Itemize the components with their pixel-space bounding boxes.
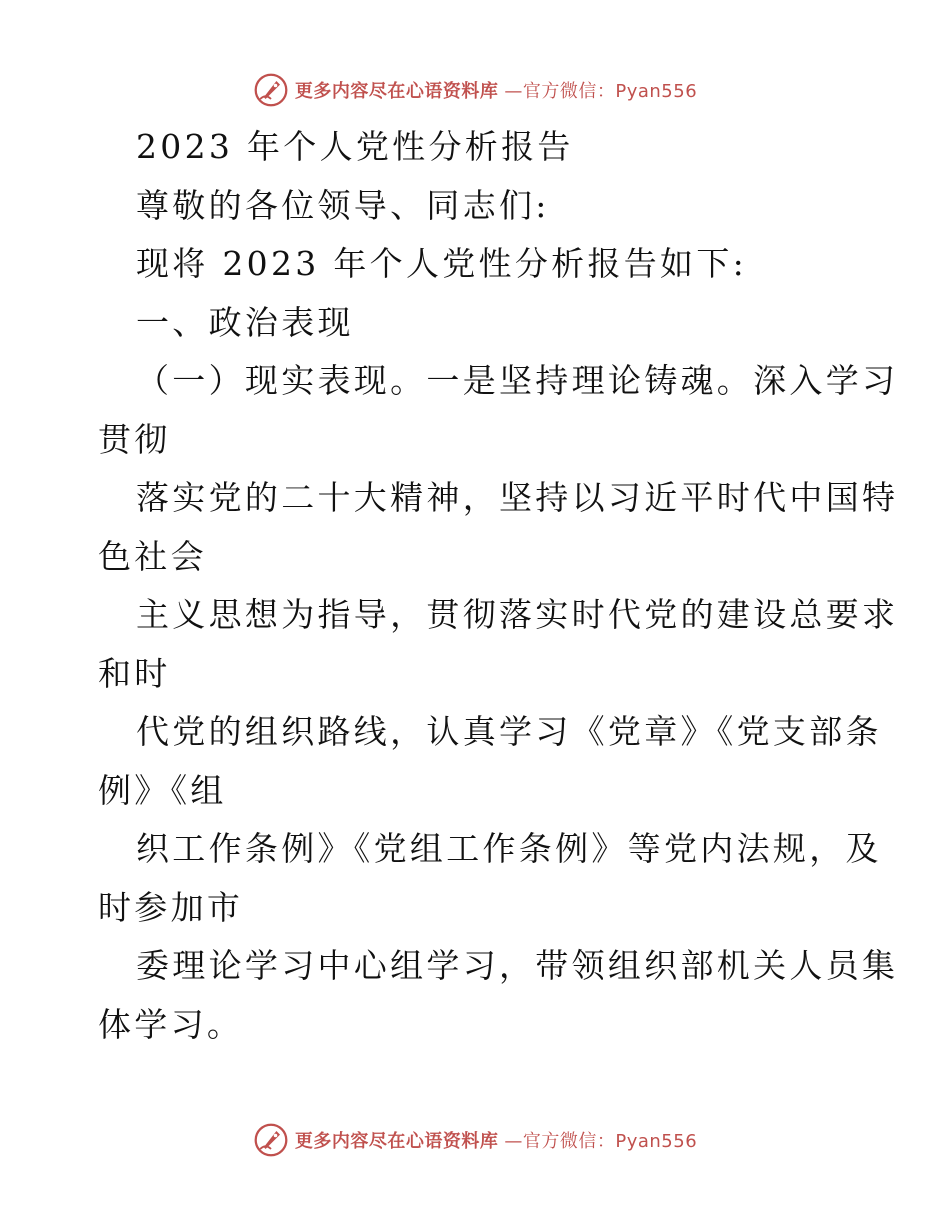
document-title: 2023 年个人党性分析报告 xyxy=(136,127,574,166)
section-heading: 一、政治表现 xyxy=(136,302,354,342)
body-line: 色社会 xyxy=(98,536,207,576)
body-line: 贯彻 xyxy=(98,419,171,459)
body-line: 落实党的二十大精神，坚持以习近平时代中国特 xyxy=(136,478,899,517)
footer-banner xyxy=(0,1118,950,1162)
body-line: 和时 xyxy=(98,653,171,693)
banner-sub-text: —官方微信：Pyan556 xyxy=(504,81,698,102)
header-banner xyxy=(0,68,950,112)
body-line: 例》《组 xyxy=(98,770,227,810)
body-line: （一）现实表现。一是坚持理论铸魂。深入学习 xyxy=(136,361,899,400)
body-line: 织工作条例》《党组工作条例》等党内法规，及 xyxy=(136,829,882,868)
body-line: 体学习。 xyxy=(98,1004,244,1044)
banner-main-text: 更多内容尽在心语资料库 xyxy=(294,1131,499,1152)
body-line: 时参加市 xyxy=(98,887,244,927)
intro-line: 现将 2023 年个人党性分析报告如下: xyxy=(136,244,748,283)
banner-main-text: 更多内容尽在心语资料库 xyxy=(294,81,499,102)
body-line: 主义思想为指导，贯彻落实时代党的建设总要求 xyxy=(136,595,899,634)
body-line: 代党的组织路线，认真学习《党章》《党支部条 xyxy=(136,712,882,751)
body-line: 委理论学习中心组学习，带领组织部机关人员集 xyxy=(136,946,899,985)
salutation: 尊敬的各位领导、同志们: xyxy=(136,185,550,225)
banner-sub-text: —官方微信：Pyan556 xyxy=(504,1131,698,1152)
document-body xyxy=(98,118,899,1054)
pen-nib-logo-icon xyxy=(253,72,289,108)
pen-nib-logo-icon xyxy=(253,1122,289,1158)
